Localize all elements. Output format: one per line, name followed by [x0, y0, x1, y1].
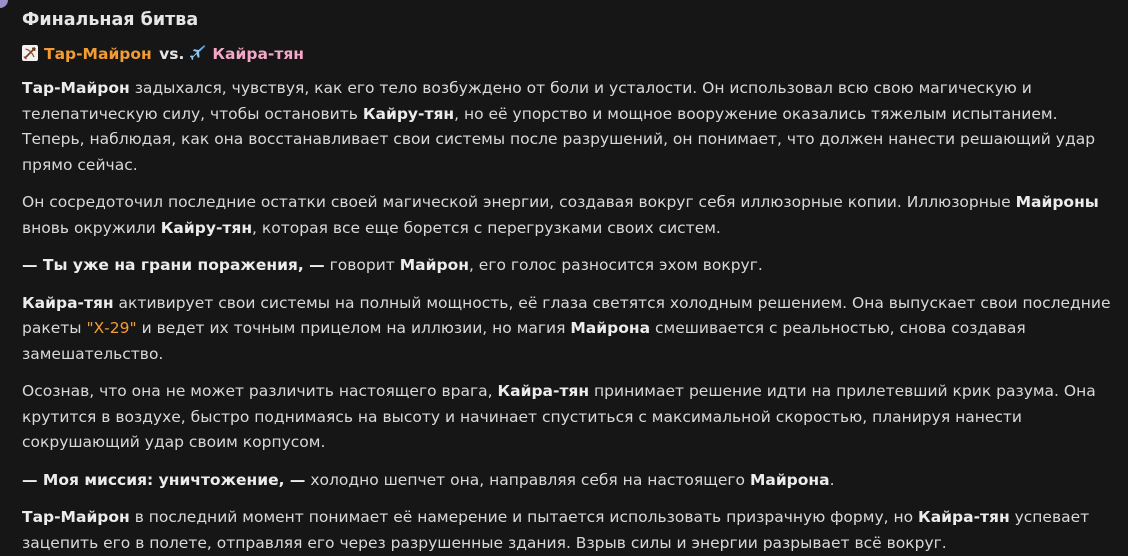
- archer-bow-icon: [22, 45, 38, 61]
- paragraph-7: Тар-Майрон в последний момент понимает её намерение и пытается использовать призрачную форму, но Кайра-тян успевает зацепить его в полете, отправляя его через разрушенные здания. Взрыв силы и энергии разрывает всё вокруг.: [22, 508, 1090, 552]
- story-title: Финальная битва: [22, 10, 199, 30]
- paragraph-6: — Моя миссия: уничтожение, — холодно шепчет она, направляя себя на настоящего Майрона.: [22, 470, 835, 489]
- paragraph-3: — Ты уже на грани поражения, — говорит Майрон, его голос разносится эхом вокруг.: [22, 256, 763, 274]
- paragraph-1: Тар-Майрон задыхался, чувствуя, как его тело возбуждено от боли и усталости. Он использовал всю свою магическую и телепатическую силу, чтобы остановить Кайру-тян, но её упорство и мощное вооружение оказались тяжелым испытанием. Теперь, наблюдая, как она восстанавливает свои системы после разрушений, он понимает, что должен нанести решающий удар прямо сейчас.: [22, 79, 1096, 174]
- missile-code: "Х-29": [86, 319, 137, 337]
- paragraph-5: Осознав, что она не может различить настоящего врага, Кайра-тян принимает решение идти на прилетевший крик разума. Она крутится в воздухе, быстро поднимаясь на высоту и начинает спуститься с максимальной скоростью, планируя нанести сокрушающий удар своим корпусом.: [22, 382, 1096, 451]
- paragraph-4: Кайра-тян активирует свои системы на полный мощность, её глаза светятся холодным решением. Она выпускает свои последние ракеты "Х-29" и ведет их точным прицелом на иллюзии, но магия Майрона смешивается с реальностью, снова создавая замешательство.: [22, 293, 1111, 363]
- airplane-icon: [190, 45, 206, 61]
- hero-name: Тар-Майрон: [44, 45, 152, 63]
- paragraph-2: Он сосредоточил последние остатки своей магической энергии, создавая вокруг себя иллюзорные копии. Иллюзорные Майроны вновь окружили Кайру-тян, которая все еще борется с перегрузками своих систем.: [22, 193, 1099, 237]
- versus-line: [22, 44, 1112, 64]
- message-content: [22, 8, 1112, 556]
- heroine-name: Кайра-тян: [212, 45, 305, 63]
- vs-label: vs.: [159, 45, 185, 63]
- avatar-corner: [0, 0, 8, 8]
